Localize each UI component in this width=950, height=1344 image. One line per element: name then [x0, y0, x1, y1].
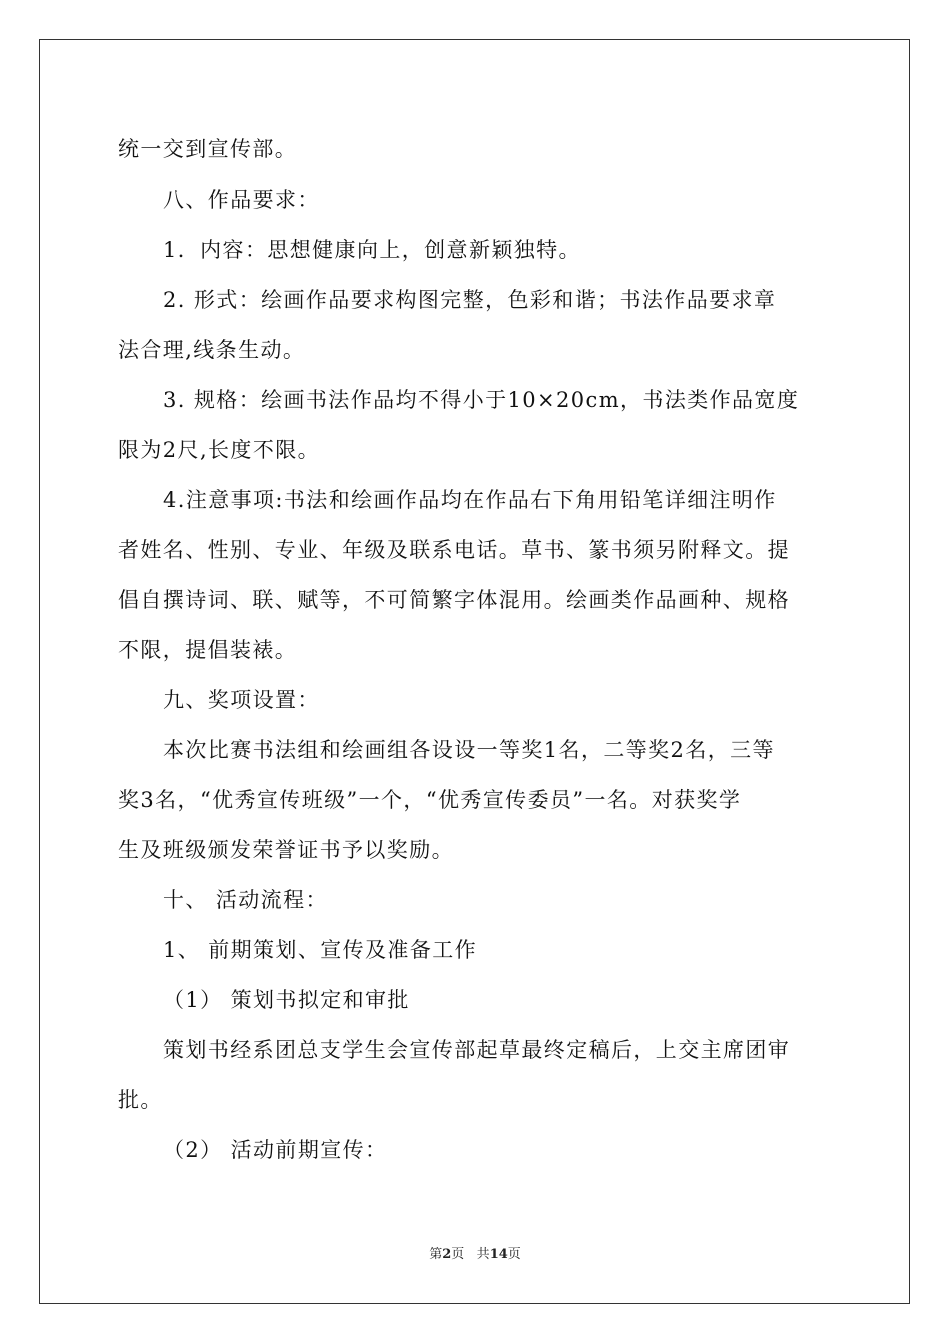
- section-heading: 九、奖项设置：: [163, 688, 320, 712]
- paragraph-line: 3. 规格：绘画书法作品均不得小于10×20cm，书法类作品宽度: [163, 388, 800, 412]
- footer-total-suffix: 页: [507, 1247, 521, 1262]
- paragraph-line: 法合理,线条生动。: [118, 338, 306, 362]
- paragraph-line: 生及班级颁发荣誉证书予以奖励。: [118, 838, 454, 862]
- paragraph-line: 批。: [118, 1088, 163, 1112]
- paragraph-line: 者姓名、性别、专业、年级及联系电话。草书、篆书须另附释文。提: [118, 538, 790, 562]
- footer-page-number: 2: [442, 1247, 452, 1262]
- footer-prefix: 第: [429, 1247, 443, 1262]
- paragraph-line: 限为2尺,长度不限。: [118, 438, 321, 462]
- footer-total-prefix: 共: [476, 1247, 490, 1262]
- paragraph-line: 2. 形式：绘画作品要求构图完整，色彩和谐；书法作品要求章: [163, 288, 777, 312]
- paragraph-line: 奖3名，“优秀宣传班级”一个，“优秀宣传委员”一名。对获奖学: [118, 788, 742, 812]
- paragraph-line: 策划书经系团总支学生会宣传部起草最终定稿后，上交主席团审: [163, 1038, 791, 1062]
- paragraph-line: 不限，提倡装裱。: [118, 638, 298, 662]
- paragraph-line: 1．内容：思想健康向上，创意新颖独特。: [163, 238, 581, 262]
- page-footer: [0, 1247, 950, 1263]
- section-heading: 十、 活动流程：: [163, 888, 328, 912]
- page-border: [39, 39, 910, 1304]
- paragraph-line: 统一交到宣传部。: [118, 137, 298, 161]
- subsection-heading: （1） 策划书拟定和审批: [163, 988, 410, 1012]
- paragraph-line: 倡自撰诗词、联、赋等，不可简繁字体混用。绘画类作品画种、规格: [118, 588, 790, 612]
- subsection-heading: （2） 活动前期宣传：: [163, 1138, 388, 1162]
- paragraph-line: 本次比赛书法组和绘画组各设设一等奖1名，二等奖2名，三等: [163, 738, 775, 762]
- footer-page-suffix: 页: [451, 1247, 465, 1262]
- footer-total-pages: 14: [489, 1247, 508, 1262]
- section-heading: 八、作品要求：: [163, 188, 320, 212]
- paragraph-line: 4.注意事项:书法和绘画作品均在作品右下角用铅笔详细注明作: [163, 488, 777, 512]
- subsection-heading: 1、 前期策划、宣传及准备工作: [163, 938, 478, 962]
